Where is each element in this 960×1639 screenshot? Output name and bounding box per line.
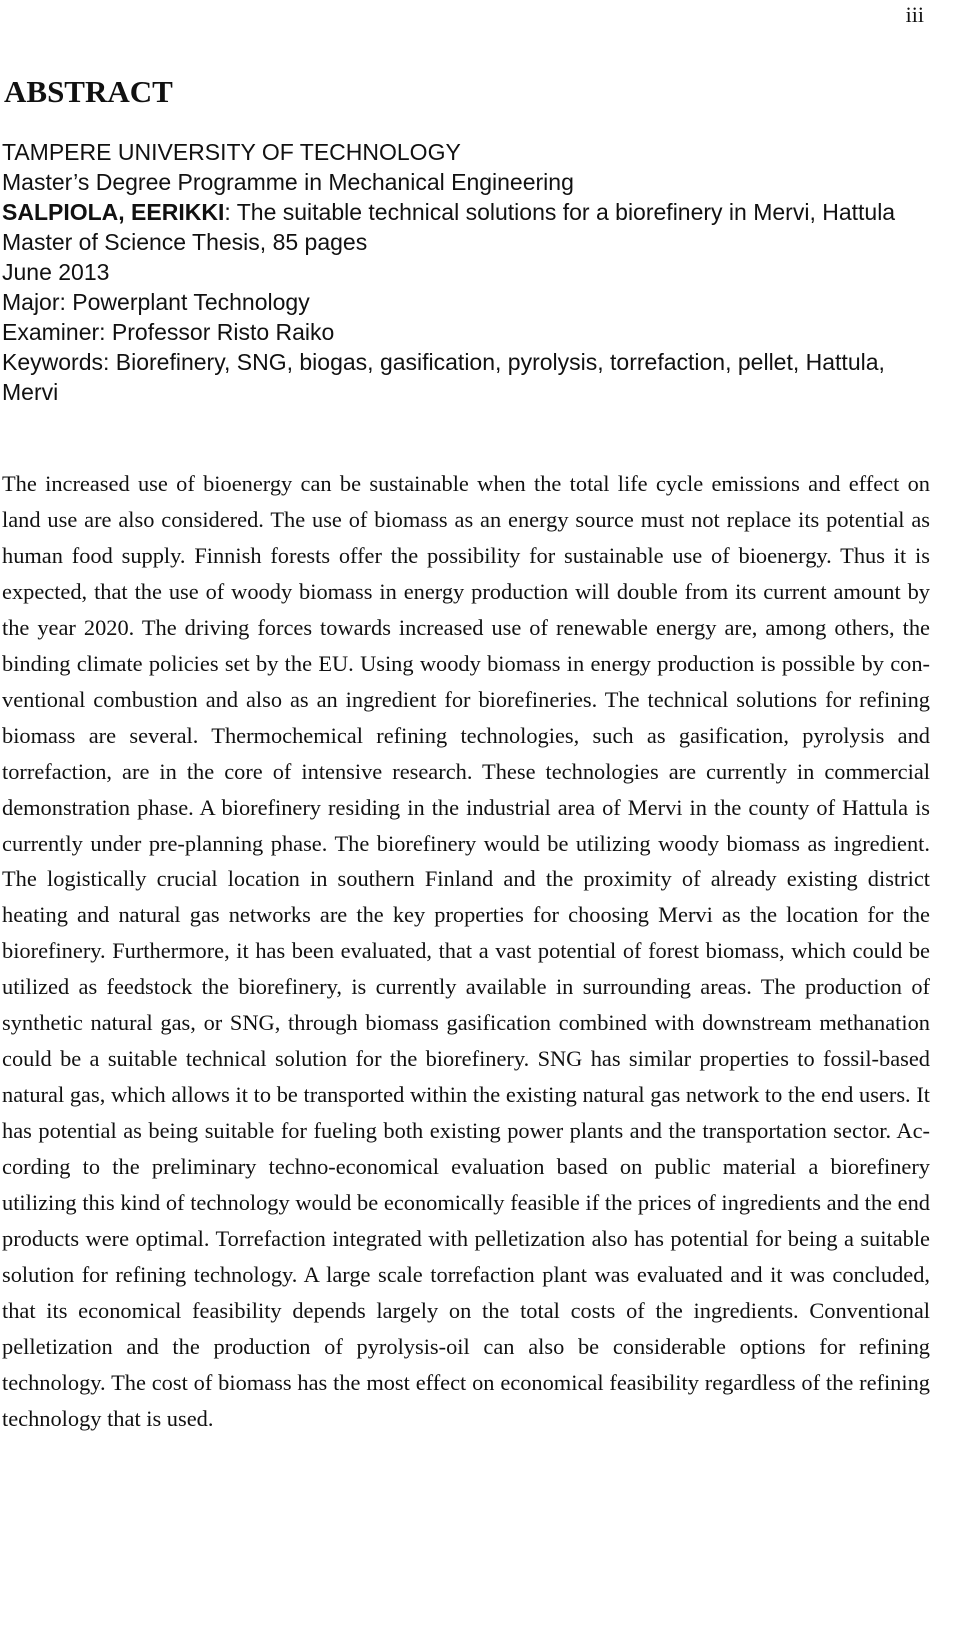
- thesis-title: : The suitable technical solutions for a biorefinery in Mervi, Hattula: [224, 199, 896, 225]
- author-name: SALPIOLA, EERIKKI: [2, 199, 225, 225]
- examiner-line: Examiner: Professor Risto Raiko: [2, 319, 335, 345]
- thesis-metadata: [2, 137, 928, 407]
- page-title: ABSTRACT: [4, 74, 173, 109]
- thesis-info-line: Master of Science Thesis, 85 pages: [2, 229, 368, 255]
- page-number: iii: [905, 2, 924, 27]
- author-title-line: [2, 197, 928, 227]
- keywords-line: Keywords: Biorefinery, SNG, biogas, gasification, pyrolysis, torrefaction, pellet, Hattula, Mervi: [2, 349, 885, 405]
- date-line: June 2013: [2, 259, 110, 285]
- major-line: Major: Powerplant Technology: [2, 289, 310, 315]
- university-line: TAMPERE UNIVERSITY OF TECHNOLOGY: [2, 139, 461, 165]
- abstract-paragraph: The increased use of bioenergy can be sustainable when the total life cycle emissions and effect on land use are also considered. The use of biomass as an energy source must not replace its potential as human food supply. Finnish forests offer the possibility for sustainable use of bioenergy. Thus it is expected, that the use of woody biomass in energy production will double from its current amount by the year 2020. The driving forces towards increased use of renewable energy are, among others, the binding climate policies set by the EU. Using woody biomass in energy production is possible by conventional combustion and also as an ingredient for biorefineries. The technical solutions for refining biomass are several. Thermochemical refining technologies, such as gasification, pyrolysis and torrefaction, are in the core of intensive research. These technologies are currently in commercial demonstration phase. A biorefinery residing in the industrial area of Mervi in the county of Hattula is currently under pre-planning phase. The biorefinery would be utilizing woody biomass as ingredient. The logistically crucial location in southern Finland and the proximity of already existing district heating and natural gas networks are the key properties for choosing Mervi as the location for the biorefinery. Furthermore, it has been evaluated, that a vast potential of forest biomass, which could be utilized as feedstock the biorefinery, is currently available in surrounding areas. The production of synthetic natural gas, or SNG, through biomass gasification combined with downstream methanation could be a suitable technical solution for the biorefinery. SNG has similar properties to fossil-based natural gas, which allows it to be transported within the existing natural gas network to the end users. It has potential as being suitable for fueling both existing power plants and the transportation sector. According to the preliminary techno-economical evaluation based on public material a biorefinery utilizing this kind of technology would be economically feasible if the prices of ingredients and the end products were optimal. Torrefaction integrated with pelletization also has potential for being a suitable solution for refining technology. A large scale torrefaction plant was evaluated and it was concluded, that its economical feasibility depends largely on the total costs of the ingredients. Conventional pelletization and the production of pyrolysis-oil can also be considerable options for refining technology. The cost of biomass has the most effect on economical feasibility regardless of the refining technology that is used.: [2, 471, 930, 1431]
- programme-line: Master’s Degree Programme in Mechanical Engineering: [2, 169, 574, 195]
